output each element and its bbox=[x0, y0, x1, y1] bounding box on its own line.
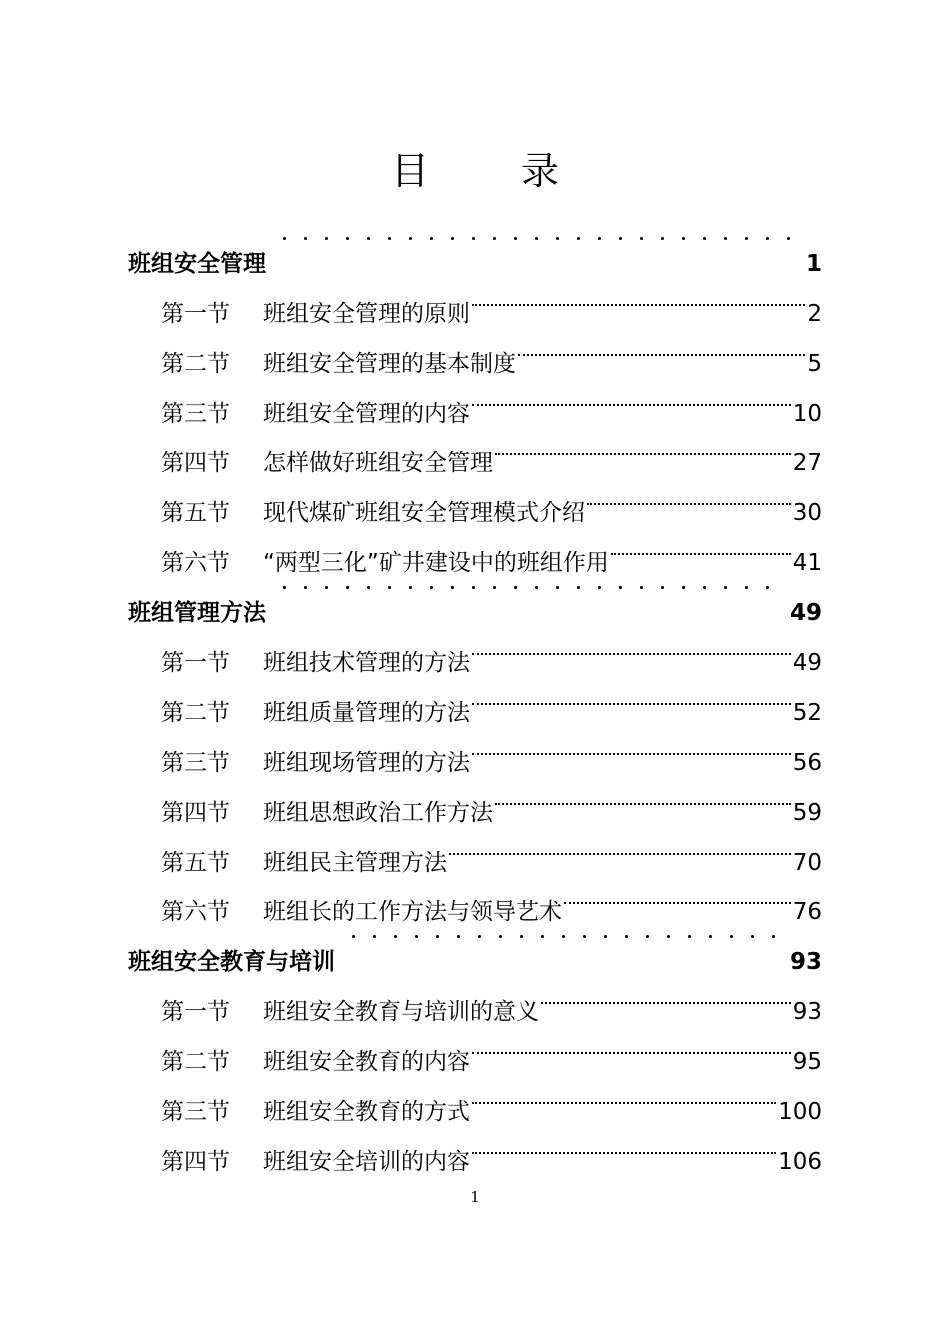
section-title: 班组技术管理的方法 bbox=[263, 650, 470, 677]
section-page-number: 5 bbox=[807, 350, 822, 377]
section-number: 第一节 bbox=[161, 650, 230, 677]
chapter-page-number: 49 bbox=[789, 600, 822, 627]
section-page-number: 76 bbox=[792, 899, 822, 926]
table-of-contents bbox=[128, 221, 822, 1175]
section-page-number: 100 bbox=[778, 1099, 822, 1126]
section-number: 第六节 bbox=[161, 550, 230, 577]
section-number: 第二节 bbox=[161, 699, 230, 726]
dot-leader bbox=[472, 670, 791, 720]
dot-leader bbox=[449, 820, 791, 870]
chapter-page-number: 93 bbox=[789, 949, 822, 976]
section-page-number: 41 bbox=[792, 550, 822, 577]
dot-leader bbox=[587, 470, 791, 520]
page-title: 目 录 bbox=[390, 149, 600, 193]
dot-leader bbox=[472, 1069, 776, 1119]
section-title: 班组安全教育的内容 bbox=[263, 1049, 470, 1076]
dot-leader bbox=[541, 969, 791, 1019]
dot-leader bbox=[495, 421, 791, 471]
section-page-number: 70 bbox=[792, 849, 822, 876]
section-number: 第六节 bbox=[161, 899, 230, 926]
section-number: 第二节 bbox=[161, 1049, 230, 1076]
section-page-number: 49 bbox=[792, 650, 822, 677]
section-page-number: 59 bbox=[792, 799, 822, 826]
section-title: 班组质量管理的方法 bbox=[263, 699, 470, 726]
chapter-title: 班组安全教育与培训 bbox=[128, 949, 335, 976]
dot-leader bbox=[611, 520, 791, 570]
section-page-number: 106 bbox=[778, 1148, 822, 1175]
section-page-number: 95 bbox=[792, 1049, 822, 1076]
section-number: 第一节 bbox=[161, 300, 230, 327]
dot-leader bbox=[518, 321, 805, 371]
section-number: 第三节 bbox=[161, 400, 230, 427]
section-title: 班组安全教育与培训的意义 bbox=[263, 999, 539, 1026]
section-number: 第三节 bbox=[161, 1099, 230, 1126]
section-title: 怎样做好班组安全管理 bbox=[263, 450, 493, 477]
section-number: 第五节 bbox=[161, 500, 230, 527]
section-number: 第一节 bbox=[161, 999, 230, 1026]
dot-leader bbox=[495, 770, 791, 820]
chapter-title: 班组安全管理 bbox=[128, 250, 266, 277]
section-title: 班组长的工作方法与领导艺术 bbox=[263, 899, 562, 926]
dot-leader bbox=[472, 371, 791, 421]
section-title: 班组安全培训的内容 bbox=[263, 1148, 470, 1175]
section-title: 班组现场管理的方法 bbox=[263, 749, 470, 776]
section-page-number: 10 bbox=[792, 400, 822, 427]
toc-chapter[interactable] bbox=[128, 221, 822, 277]
section-title: 班组民主管理方法 bbox=[263, 849, 447, 876]
section-title: 班组安全管理的基本制度 bbox=[263, 350, 516, 377]
chapter-page-number: 1 bbox=[805, 250, 822, 277]
section-number: 第五节 bbox=[161, 849, 230, 876]
page-number-footer: 1 bbox=[470, 1188, 480, 1206]
dot-leader bbox=[472, 1019, 791, 1069]
dot-leader bbox=[268, 570, 788, 620]
section-page-number: 56 bbox=[792, 749, 822, 776]
dot-leader bbox=[472, 720, 791, 770]
dot-leader bbox=[337, 919, 788, 969]
section-title: 班组安全管理的内容 bbox=[263, 400, 470, 427]
dot-leader bbox=[472, 1119, 776, 1169]
section-number: 第四节 bbox=[161, 799, 230, 826]
section-number: 第四节 bbox=[161, 1148, 230, 1175]
section-title: 班组安全教育的方式 bbox=[263, 1099, 470, 1126]
section-page-number: 27 bbox=[792, 450, 822, 477]
dot-leader bbox=[564, 870, 791, 920]
section-page-number: 30 bbox=[792, 500, 822, 527]
section-page-number: 2 bbox=[807, 300, 822, 327]
section-number: 第四节 bbox=[161, 450, 230, 477]
section-page-number: 93 bbox=[792, 999, 822, 1026]
dot-leader bbox=[472, 271, 805, 321]
dot-leader bbox=[472, 620, 791, 670]
section-title: 班组安全管理的原则 bbox=[263, 300, 470, 327]
section-page-number: 52 bbox=[792, 699, 822, 726]
dot-leader bbox=[268, 221, 804, 271]
chapter-title: 班组管理方法 bbox=[128, 600, 266, 627]
section-title: “两型三化”矿井建设中的班组作用 bbox=[263, 550, 609, 577]
section-number: 第三节 bbox=[161, 749, 230, 776]
section-title: 班组思想政治工作方法 bbox=[263, 799, 493, 826]
section-number: 第二节 bbox=[161, 350, 230, 377]
section-title: 现代煤矿班组安全管理模式介绍 bbox=[263, 500, 585, 527]
